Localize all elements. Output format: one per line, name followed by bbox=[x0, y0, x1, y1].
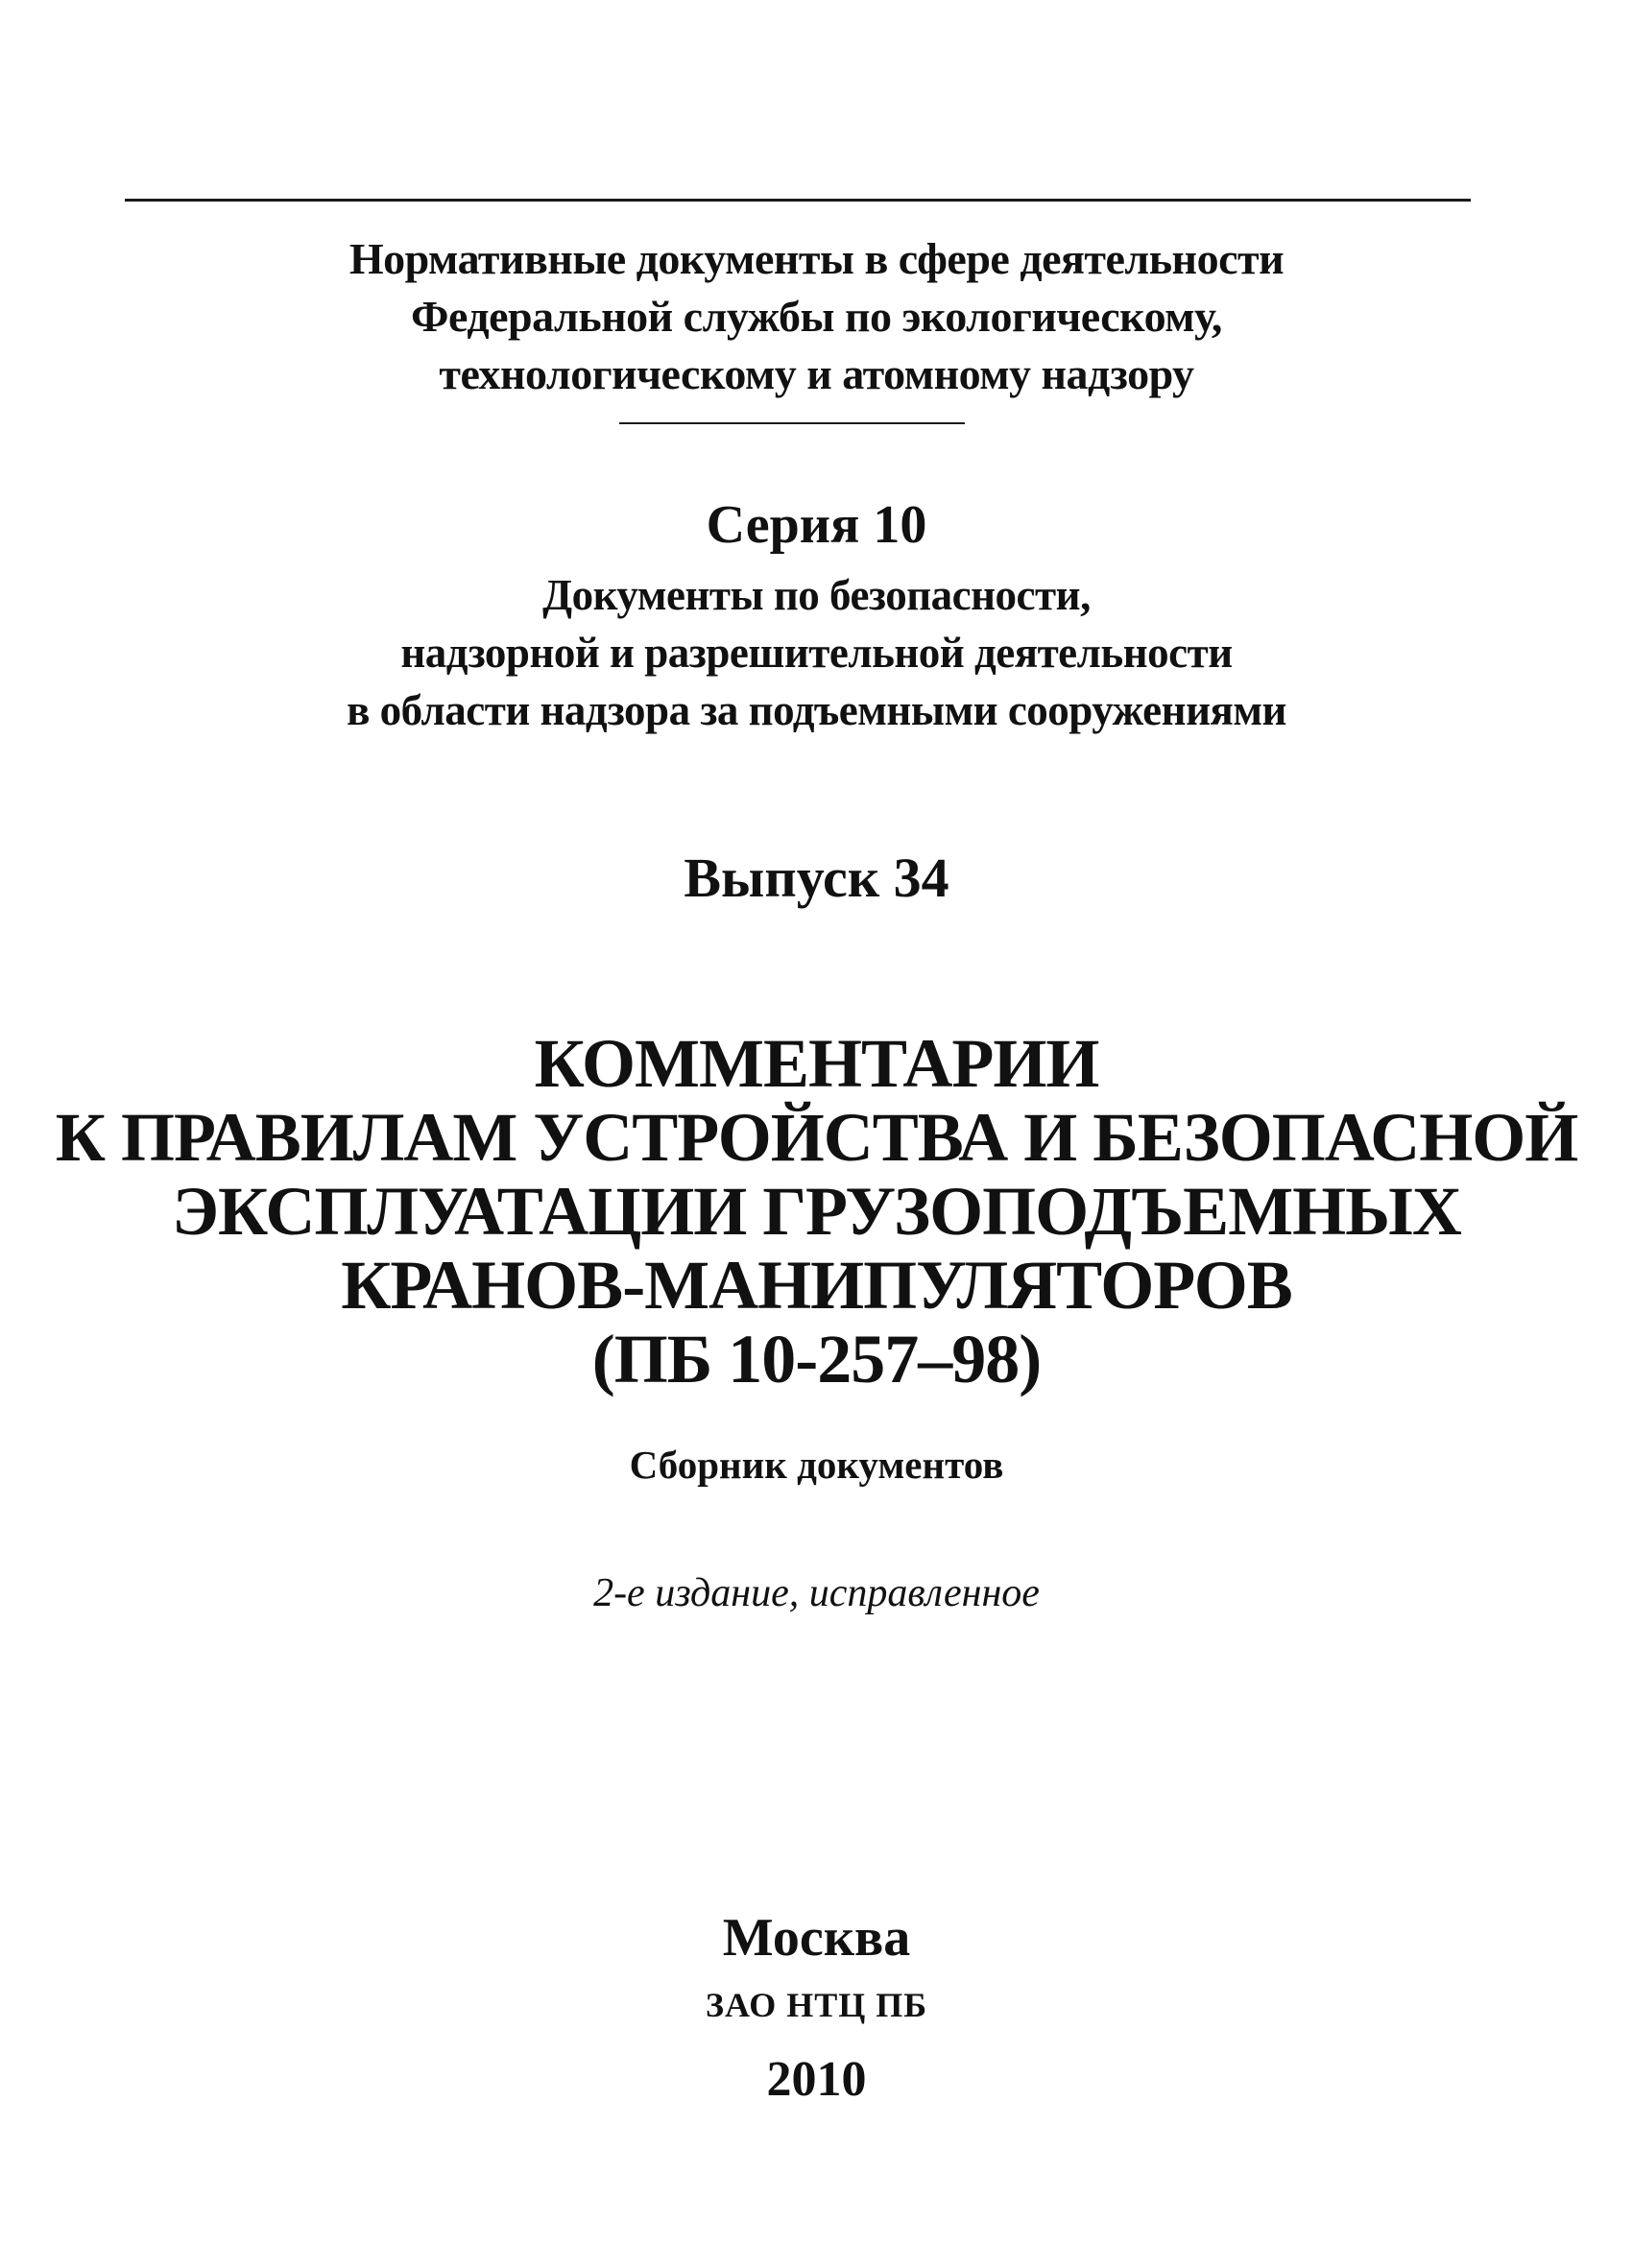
imprint-publisher: ЗАО НТЦ ПБ bbox=[705, 1986, 928, 2024]
header-line: технологическому и атомному надзору bbox=[439, 349, 1194, 398]
title-line: К ПРАВИЛАМ УСТРОЙСТВА И БЕЗОПАСНОЙ bbox=[55, 1099, 1578, 1176]
header-line: Нормативные документы в сфере деятельности bbox=[348, 234, 1285, 283]
title-line: ЭКСПЛУАТАЦИИ ГРУЗОПОДЪЕМНЫХ bbox=[172, 1173, 1461, 1250]
edition-note: 2-е издание, исправленное bbox=[593, 1571, 1040, 1615]
series-header bbox=[0, 230, 1633, 403]
series-line: Документы по безопасности, bbox=[542, 571, 1091, 619]
top-horizontal-rule bbox=[125, 199, 1471, 202]
document-title bbox=[0, 1027, 1633, 1397]
title-line: (ПБ 10-257–98) bbox=[591, 1321, 1042, 1397]
document-subtitle: Сборник документов bbox=[629, 1443, 1004, 1487]
series-number: Серия 10 bbox=[706, 495, 927, 555]
imprint-year: 2010 bbox=[766, 2052, 867, 2107]
series-description bbox=[0, 566, 1633, 739]
title-line: КОММЕНТАРИИ bbox=[534, 1025, 1099, 1102]
series-line: надзорной и разрешительной деятельности bbox=[400, 629, 1233, 677]
title-line: КРАНОВ-МАНИПУЛЯТОРОВ bbox=[341, 1247, 1292, 1324]
header-divider bbox=[619, 422, 965, 424]
issue-number: Выпуск 34 bbox=[684, 847, 949, 909]
series-line: в области надзора за подъемными сооружениями bbox=[347, 686, 1286, 734]
header-line: Федеральной службы по экологическому, bbox=[411, 292, 1222, 341]
imprint-city: Москва bbox=[722, 1908, 911, 1968]
